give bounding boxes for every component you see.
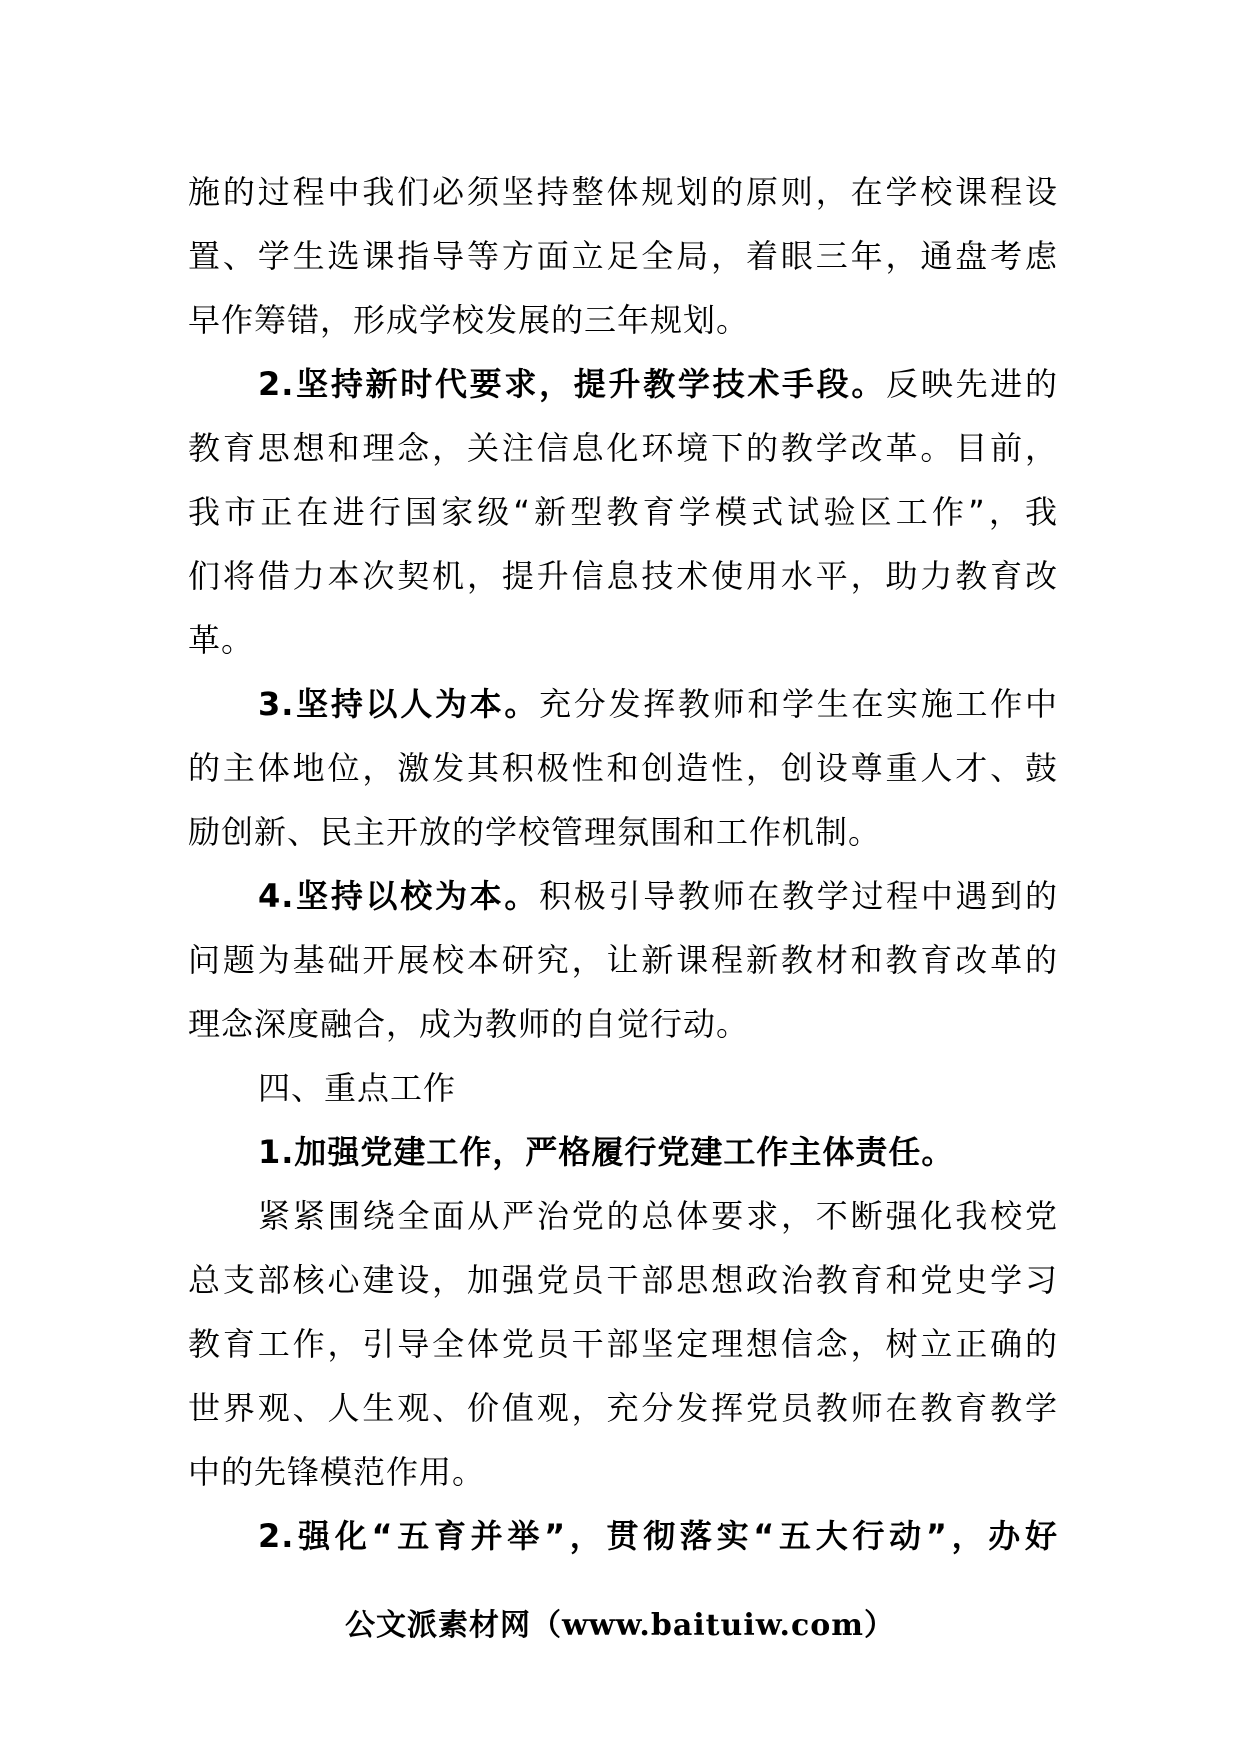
text-line: 总支部核心建设，加强党员干部思想政治教育和党史学习 [188,1261,1058,1299]
text-line: 教育工作，引导全体党员干部坚定理想信念，树立正确的 [188,1325,1058,1363]
section-heading-line: 1.加强党建工作，严格履行党建工作主体责任。 [258,1133,955,1171]
section-heading-line: 3.坚持以人为本。充分发挥教师和学生在实施工作中 [258,685,1058,723]
section-heading-line: 4.坚持以校为本。积极引导教师在教学过程中遇到的 [258,877,1058,915]
text-line: 革。 [188,621,255,659]
footer-watermark: 公文派素材网（www.baituiw.com） [344,1608,896,1643]
text-line: 教育思想和理念，关注信息化环境下的教学改革。目前， [188,429,1058,467]
text-line: 中的先锋模范作用。 [188,1453,486,1491]
section-heading-line: 2.强化“五育并举”，贯彻落实“五大行动”，办好 [258,1517,1058,1555]
chapter-heading: 四、重点工作 [258,1069,457,1107]
text-line: 施的过程中我们必须坚持整体规划的原则，在学校课程设 [188,173,1058,211]
text-line: 问题为基础开展校本研究，让新课程新教材和教育改革的 [188,941,1058,979]
text-line: 紧紧围绕全面从严治党的总体要求，不断强化我校党 [258,1197,1058,1235]
document-body [188,160,1058,1568]
text-line: 世界观、人生观、价值观，充分发挥党员教师在教育教学 [188,1389,1058,1427]
text-line: 们将借力本次契机，提升信息技术使用水平，助力教育改 [188,557,1058,595]
text-line: 早作筹错，形成学校发展的三年规划。 [188,301,750,339]
text-line: 的主体地位，激发其积极性和创造性，创设尊重人才、鼓 [188,749,1058,787]
text-line: 我市正在进行国家级“新型教育学模式试验区工作”，我 [188,493,1058,531]
text-line: 励创新、民主开放的学校管理氛围和工作机制。 [188,813,882,851]
text-line: 置、学生选课指导等方面立足全局，着眼三年，通盘考虑 [188,237,1058,275]
text-line: 理念深度融合，成为教师的自觉行动。 [188,1005,750,1043]
section-heading-line: 2.坚持新时代要求，提升教学技术手段。反映先进的 [258,365,1058,403]
